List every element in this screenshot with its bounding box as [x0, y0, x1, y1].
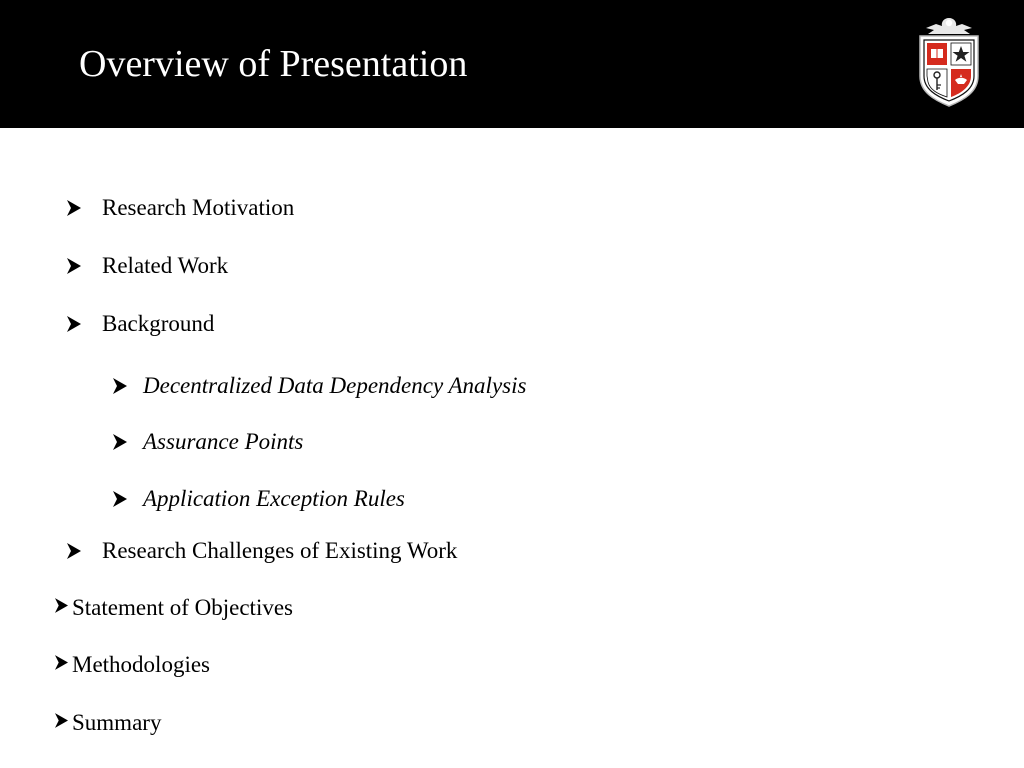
bullet-text: Research Motivation	[102, 195, 295, 220]
arrowhead-bullet-icon	[55, 598, 68, 613]
arrowhead-bullet-icon	[67, 316, 81, 332]
arrowhead-bullet-icon	[55, 655, 68, 670]
slide-title: Overview of Presentation	[79, 43, 468, 85]
arrowhead-bullet-icon	[67, 543, 81, 559]
arrowhead-bullet-icon	[113, 491, 127, 507]
arrowhead-bullet-icon	[55, 713, 68, 728]
university-shield-logo	[914, 14, 984, 110]
arrowhead-bullet-icon	[67, 200, 81, 216]
bullet-text: Statement of Objectives	[72, 595, 293, 620]
bullet-text: Summary	[72, 710, 162, 735]
arrowhead-bullet-icon	[113, 434, 127, 450]
arrowhead-bullet-icon	[67, 258, 81, 274]
bullet-text: Related Work	[102, 253, 229, 278]
slide-header	[0, 0, 1024, 128]
bullet-text: Decentralized Data Dependency Analysis	[143, 373, 527, 398]
bullet-text: Assurance Points	[143, 429, 304, 454]
bullet-text: Methodologies	[72, 652, 210, 677]
bullet-text: Research Challenges of Existing Work	[102, 538, 458, 563]
bullet-text: Background	[102, 311, 215, 336]
arrowhead-bullet-icon	[113, 378, 127, 394]
bullet-text: Application Exception Rules	[143, 486, 405, 511]
